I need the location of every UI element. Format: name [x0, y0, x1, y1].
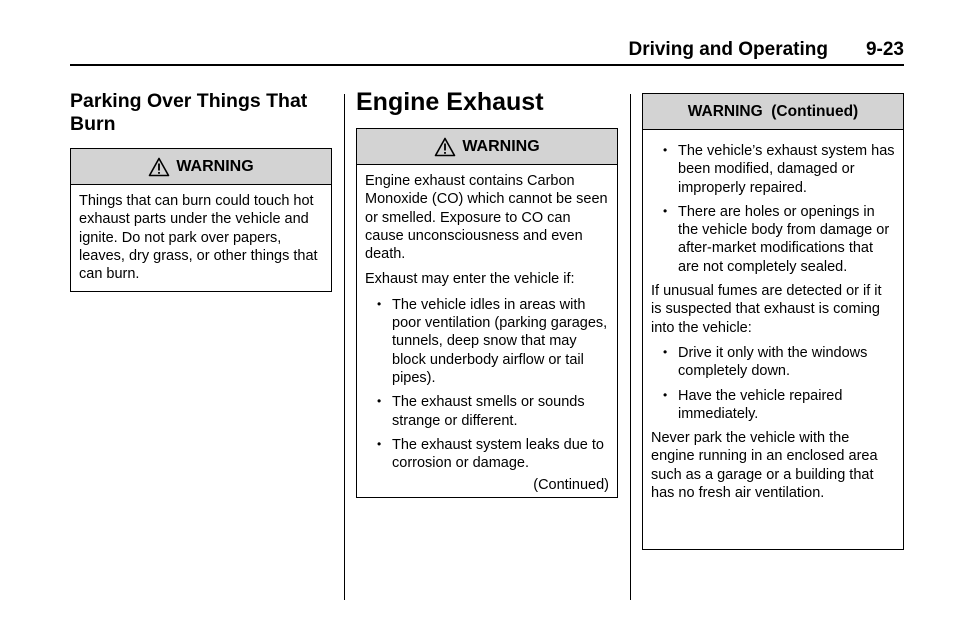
- continued-para-1: If unusual fumes are detected or if it is suspected that exhaust is coming into the vehicle:: [651, 283, 882, 336]
- header-rule: [70, 64, 904, 66]
- exhaust-warning-box: [356, 128, 618, 498]
- exhaust-para-2: Exhaust may enter the vehicle if:: [365, 271, 575, 288]
- continued-bullet-list-1: [651, 142, 895, 276]
- list-item: • The exhaust smells or sounds strange or different.: [365, 393, 609, 430]
- list-item: • The vehicle’s exhaust system has been modified, damaged or improperly repaired.: [651, 142, 895, 197]
- parking-warning-header: [71, 149, 331, 185]
- continued-warning-body: [643, 130, 903, 517]
- continued-warning-header: [643, 94, 903, 130]
- parking-heading: Parking Over Things That Burn: [70, 90, 308, 135]
- column-divider-2: [630, 94, 631, 600]
- parking-warning-text: Things that can burn could touch hot exhaust parts under the vehicle and ignite. Do not park over papers, leaves, dry grass, or other things that can burn.: [79, 193, 318, 283]
- continued-label: (Continued): [533, 477, 609, 494]
- parking-warning-body: [71, 185, 331, 298]
- continued-bullet-list-2: [651, 344, 895, 423]
- exhaust-bullet-list: [365, 296, 609, 473]
- warning-triangle-icon: [148, 157, 170, 177]
- parking-warning-box: [70, 148, 332, 292]
- list-item: • Have the vehicle repaired immediately.: [651, 387, 895, 424]
- warning-triangle-icon: [434, 137, 456, 157]
- section-title: Driving and Operating: [628, 39, 828, 60]
- exhaust-heading: Engine Exhaust: [356, 88, 544, 116]
- parking-warning-title: WARNING: [176, 157, 254, 175]
- continued-warning-title: WARNING (Continued): [687, 102, 859, 120]
- page-number: 9-23: [865, 39, 904, 60]
- column-divider-1: [344, 94, 345, 600]
- list-item: • There are holes or openings in the vehicle body from damage or after-market modifications that are not completely sealed.: [651, 203, 895, 276]
- exhaust-warning-header: [357, 129, 617, 165]
- exhaust-warning-body: [357, 165, 617, 503]
- exhaust-warning-title: WARNING: [462, 137, 540, 155]
- exhaust-para-1: Engine exhaust contains Carbon Monoxide (CO) which cannot be seen or smelled. Exposure to CO can cause unconsciousness and even death.: [365, 173, 608, 263]
- list-item: • The vehicle idles in areas with poor ventilation (parking garages, tunnels, deep snow that may block underbody airflow or tail pipes).: [365, 296, 609, 387]
- continued-warning-box: [642, 93, 904, 550]
- continued-para-2: Never park the vehicle with the engine running in an enclosed area such as a garage or a building that has no fresh air ventilation.: [651, 430, 878, 502]
- list-item: • Drive it only with the windows completely down.: [651, 344, 895, 381]
- list-item: • The exhaust system leaks due to corrosion or damage.: [365, 436, 609, 473]
